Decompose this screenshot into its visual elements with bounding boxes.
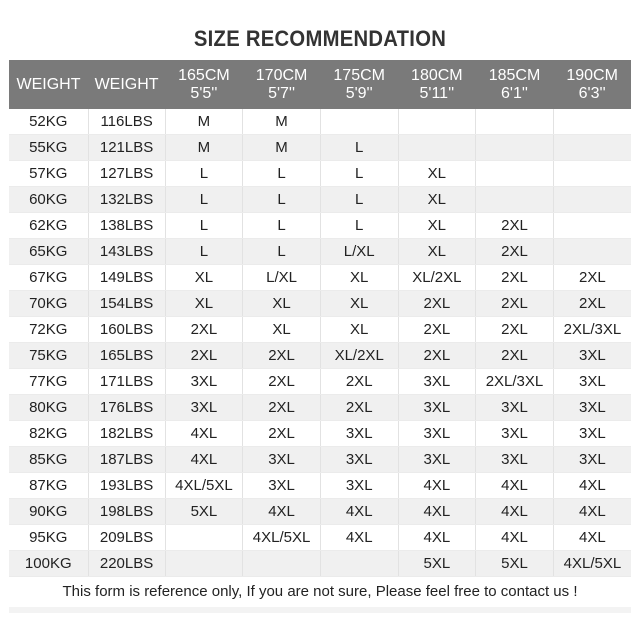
weight-lbs-cell: 165LBS bbox=[88, 343, 165, 369]
size-cell: 3XL bbox=[398, 369, 476, 395]
size-cell bbox=[320, 109, 398, 135]
table-row bbox=[9, 213, 631, 239]
size-cell: 2XL bbox=[165, 343, 243, 369]
size-cell: 2XL bbox=[398, 317, 476, 343]
weight-kg-cell: 52KG bbox=[9, 109, 88, 135]
table-row bbox=[9, 109, 631, 135]
table-body bbox=[9, 109, 631, 577]
table-header-row bbox=[9, 60, 631, 109]
table-row bbox=[9, 551, 631, 577]
size-cell: XL bbox=[165, 291, 243, 317]
size-cell: 4XL bbox=[320, 525, 398, 551]
size-cell: 4XL bbox=[320, 499, 398, 525]
size-cell: 3XL bbox=[553, 447, 631, 473]
table-row bbox=[9, 161, 631, 187]
weight-lbs-cell: 121LBS bbox=[88, 135, 165, 161]
size-cell bbox=[553, 109, 631, 135]
size-cell: 5XL bbox=[476, 551, 554, 577]
header-height-180: 180CM 5'11'' bbox=[398, 60, 476, 109]
weight-lbs-cell: 154LBS bbox=[88, 291, 165, 317]
size-cell: 2XL bbox=[243, 343, 321, 369]
size-cell: XL bbox=[165, 265, 243, 291]
weight-lbs-cell: 132LBS bbox=[88, 187, 165, 213]
size-table-container bbox=[9, 60, 631, 577]
weight-lbs-cell: 220LBS bbox=[88, 551, 165, 577]
size-cell: 3XL bbox=[553, 343, 631, 369]
size-cell: XL bbox=[320, 317, 398, 343]
size-cell: 2XL bbox=[165, 317, 243, 343]
size-cell: L/XL bbox=[243, 265, 321, 291]
header-height-170: 170CM 5'7'' bbox=[243, 60, 321, 109]
size-cell: L bbox=[243, 161, 321, 187]
header-height-165: 165CM 5'5'' bbox=[165, 60, 243, 109]
size-cell: L/XL bbox=[320, 239, 398, 265]
size-cell: 4XL/5XL bbox=[553, 551, 631, 577]
size-cell: 2XL bbox=[398, 291, 476, 317]
weight-kg-cell: 70KG bbox=[9, 291, 88, 317]
size-cell: 4XL bbox=[553, 473, 631, 499]
size-cell: 2XL bbox=[553, 265, 631, 291]
size-cell: 2XL bbox=[243, 369, 321, 395]
size-cell: L bbox=[320, 135, 398, 161]
size-cell: 3XL bbox=[476, 395, 554, 421]
header-height-175: 175CM 5'9'' bbox=[320, 60, 398, 109]
table-row bbox=[9, 447, 631, 473]
size-cell bbox=[398, 109, 476, 135]
weight-kg-cell: 87KG bbox=[9, 473, 88, 499]
size-cell: 5XL bbox=[398, 551, 476, 577]
size-cell: XL bbox=[243, 291, 321, 317]
size-cell bbox=[165, 525, 243, 551]
size-cell: 3XL bbox=[320, 473, 398, 499]
size-cell: XL bbox=[320, 291, 398, 317]
table-row bbox=[9, 395, 631, 421]
table-row bbox=[9, 187, 631, 213]
weight-kg-cell: 95KG bbox=[9, 525, 88, 551]
size-cell bbox=[476, 187, 554, 213]
weight-lbs-cell: 176LBS bbox=[88, 395, 165, 421]
weight-lbs-cell: 193LBS bbox=[88, 473, 165, 499]
size-cell: XL bbox=[398, 239, 476, 265]
size-cell: 3XL bbox=[553, 369, 631, 395]
size-cell: 4XL/5XL bbox=[243, 525, 321, 551]
size-cell: 4XL bbox=[476, 499, 554, 525]
size-cell: 2XL bbox=[476, 291, 554, 317]
weight-kg-cell: 55KG bbox=[9, 135, 88, 161]
size-cell: 3XL bbox=[165, 369, 243, 395]
size-cell bbox=[243, 551, 321, 577]
size-cell bbox=[398, 135, 476, 161]
size-cell: 4XL bbox=[243, 499, 321, 525]
weight-lbs-cell: 198LBS bbox=[88, 499, 165, 525]
header-height-185: 185CM 6'1'' bbox=[476, 60, 554, 109]
size-cell: 2XL bbox=[476, 265, 554, 291]
table-row bbox=[9, 499, 631, 525]
size-cell: 2XL bbox=[476, 343, 554, 369]
weight-lbs-cell: 209LBS bbox=[88, 525, 165, 551]
size-cell bbox=[553, 161, 631, 187]
weight-kg-cell: 65KG bbox=[9, 239, 88, 265]
weight-kg-cell: 82KG bbox=[9, 421, 88, 447]
size-cell: L bbox=[320, 187, 398, 213]
size-cell bbox=[320, 551, 398, 577]
size-cell: 2XL bbox=[398, 343, 476, 369]
size-cell: L bbox=[165, 187, 243, 213]
weight-lbs-cell: 171LBS bbox=[88, 369, 165, 395]
weight-kg-cell: 90KG bbox=[9, 499, 88, 525]
weight-lbs-cell: 182LBS bbox=[88, 421, 165, 447]
size-cell: 3XL bbox=[320, 447, 398, 473]
table-row bbox=[9, 473, 631, 499]
size-cell bbox=[553, 135, 631, 161]
size-cell: L bbox=[165, 213, 243, 239]
weight-kg-cell: 72KG bbox=[9, 317, 88, 343]
size-cell: XL bbox=[398, 187, 476, 213]
size-cell: XL/2XL bbox=[320, 343, 398, 369]
weight-kg-cell: 62KG bbox=[9, 213, 88, 239]
weight-lbs-cell: 187LBS bbox=[88, 447, 165, 473]
size-cell bbox=[476, 161, 554, 187]
size-cell: L bbox=[243, 213, 321, 239]
size-cell bbox=[476, 135, 554, 161]
weight-kg-cell: 100KG bbox=[9, 551, 88, 577]
size-cell bbox=[553, 187, 631, 213]
size-cell: 3XL bbox=[243, 473, 321, 499]
size-cell: 4XL bbox=[476, 473, 554, 499]
size-cell: 3XL bbox=[476, 447, 554, 473]
size-cell: 2XL bbox=[476, 213, 554, 239]
size-cell: 3XL bbox=[398, 421, 476, 447]
size-cell: 2XL bbox=[553, 291, 631, 317]
weight-lbs-cell: 160LBS bbox=[88, 317, 165, 343]
weight-lbs-cell: 138LBS bbox=[88, 213, 165, 239]
size-cell bbox=[476, 109, 554, 135]
size-cell: 2XL bbox=[243, 421, 321, 447]
weight-lbs-cell: 127LBS bbox=[88, 161, 165, 187]
footer-note: This form is reference only, If you are not sure, Please feel free to contact us ! bbox=[62, 583, 578, 600]
size-cell: 3XL bbox=[476, 421, 554, 447]
size-cell: 5XL bbox=[165, 499, 243, 525]
size-cell: 3XL bbox=[243, 447, 321, 473]
page-title: SIZE RECOMMENDATION bbox=[193, 26, 447, 51]
size-cell: 3XL bbox=[398, 447, 476, 473]
size-cell: 2XL bbox=[320, 369, 398, 395]
size-cell: L bbox=[165, 161, 243, 187]
size-cell: 3XL bbox=[165, 395, 243, 421]
size-cell: 4XL bbox=[398, 473, 476, 499]
weight-kg-cell: 85KG bbox=[9, 447, 88, 473]
table-row bbox=[9, 239, 631, 265]
size-cell: 3XL bbox=[320, 421, 398, 447]
weight-kg-cell: 77KG bbox=[9, 369, 88, 395]
bottom-divider bbox=[9, 607, 631, 613]
header-weight-lbs: WEIGHT bbox=[88, 60, 165, 109]
weight-kg-cell: 67KG bbox=[9, 265, 88, 291]
size-cell: M bbox=[165, 109, 243, 135]
size-cell bbox=[165, 551, 243, 577]
size-cell: 4XL bbox=[476, 525, 554, 551]
size-cell: XL/2XL bbox=[398, 265, 476, 291]
size-cell: L bbox=[320, 213, 398, 239]
size-cell: 4XL/5XL bbox=[165, 473, 243, 499]
table-row bbox=[9, 369, 631, 395]
size-cell: 4XL bbox=[165, 447, 243, 473]
size-cell: XL bbox=[320, 265, 398, 291]
weight-kg-cell: 80KG bbox=[9, 395, 88, 421]
size-cell: L bbox=[243, 239, 321, 265]
size-table bbox=[9, 60, 631, 577]
size-cell bbox=[553, 239, 631, 265]
size-cell: L bbox=[165, 239, 243, 265]
size-cell: 2XL bbox=[476, 317, 554, 343]
table-row bbox=[9, 291, 631, 317]
size-cell bbox=[553, 213, 631, 239]
table-row bbox=[9, 343, 631, 369]
size-cell: 4XL bbox=[398, 525, 476, 551]
weight-lbs-cell: 116LBS bbox=[88, 109, 165, 135]
table-row bbox=[9, 135, 631, 161]
size-cell: XL bbox=[398, 213, 476, 239]
size-cell: M bbox=[243, 109, 321, 135]
size-cell: 2XL bbox=[320, 395, 398, 421]
size-cell: 4XL bbox=[553, 525, 631, 551]
size-cell: 3XL bbox=[398, 395, 476, 421]
size-cell: 2XL bbox=[476, 239, 554, 265]
size-cell: 4XL bbox=[165, 421, 243, 447]
weight-lbs-cell: 149LBS bbox=[88, 265, 165, 291]
table-row bbox=[9, 525, 631, 551]
size-cell: XL bbox=[398, 161, 476, 187]
header-height-190: 190CM 6'3'' bbox=[553, 60, 631, 109]
table-row bbox=[9, 265, 631, 291]
size-cell: 3XL bbox=[553, 421, 631, 447]
size-cell: L bbox=[320, 161, 398, 187]
size-cell: 3XL bbox=[553, 395, 631, 421]
size-cell: 2XL/3XL bbox=[476, 369, 554, 395]
header-weight-kg: WEIGHT bbox=[9, 60, 88, 109]
weight-kg-cell: 75KG bbox=[9, 343, 88, 369]
size-cell: 2XL/3XL bbox=[553, 317, 631, 343]
size-cell: M bbox=[165, 135, 243, 161]
size-cell: 4XL bbox=[398, 499, 476, 525]
weight-lbs-cell: 143LBS bbox=[88, 239, 165, 265]
size-cell: 4XL bbox=[553, 499, 631, 525]
table-row bbox=[9, 421, 631, 447]
size-cell: 2XL bbox=[243, 395, 321, 421]
table-row bbox=[9, 317, 631, 343]
weight-kg-cell: 60KG bbox=[9, 187, 88, 213]
size-cell: XL bbox=[243, 317, 321, 343]
size-cell: M bbox=[243, 135, 321, 161]
size-cell: L bbox=[243, 187, 321, 213]
weight-kg-cell: 57KG bbox=[9, 161, 88, 187]
